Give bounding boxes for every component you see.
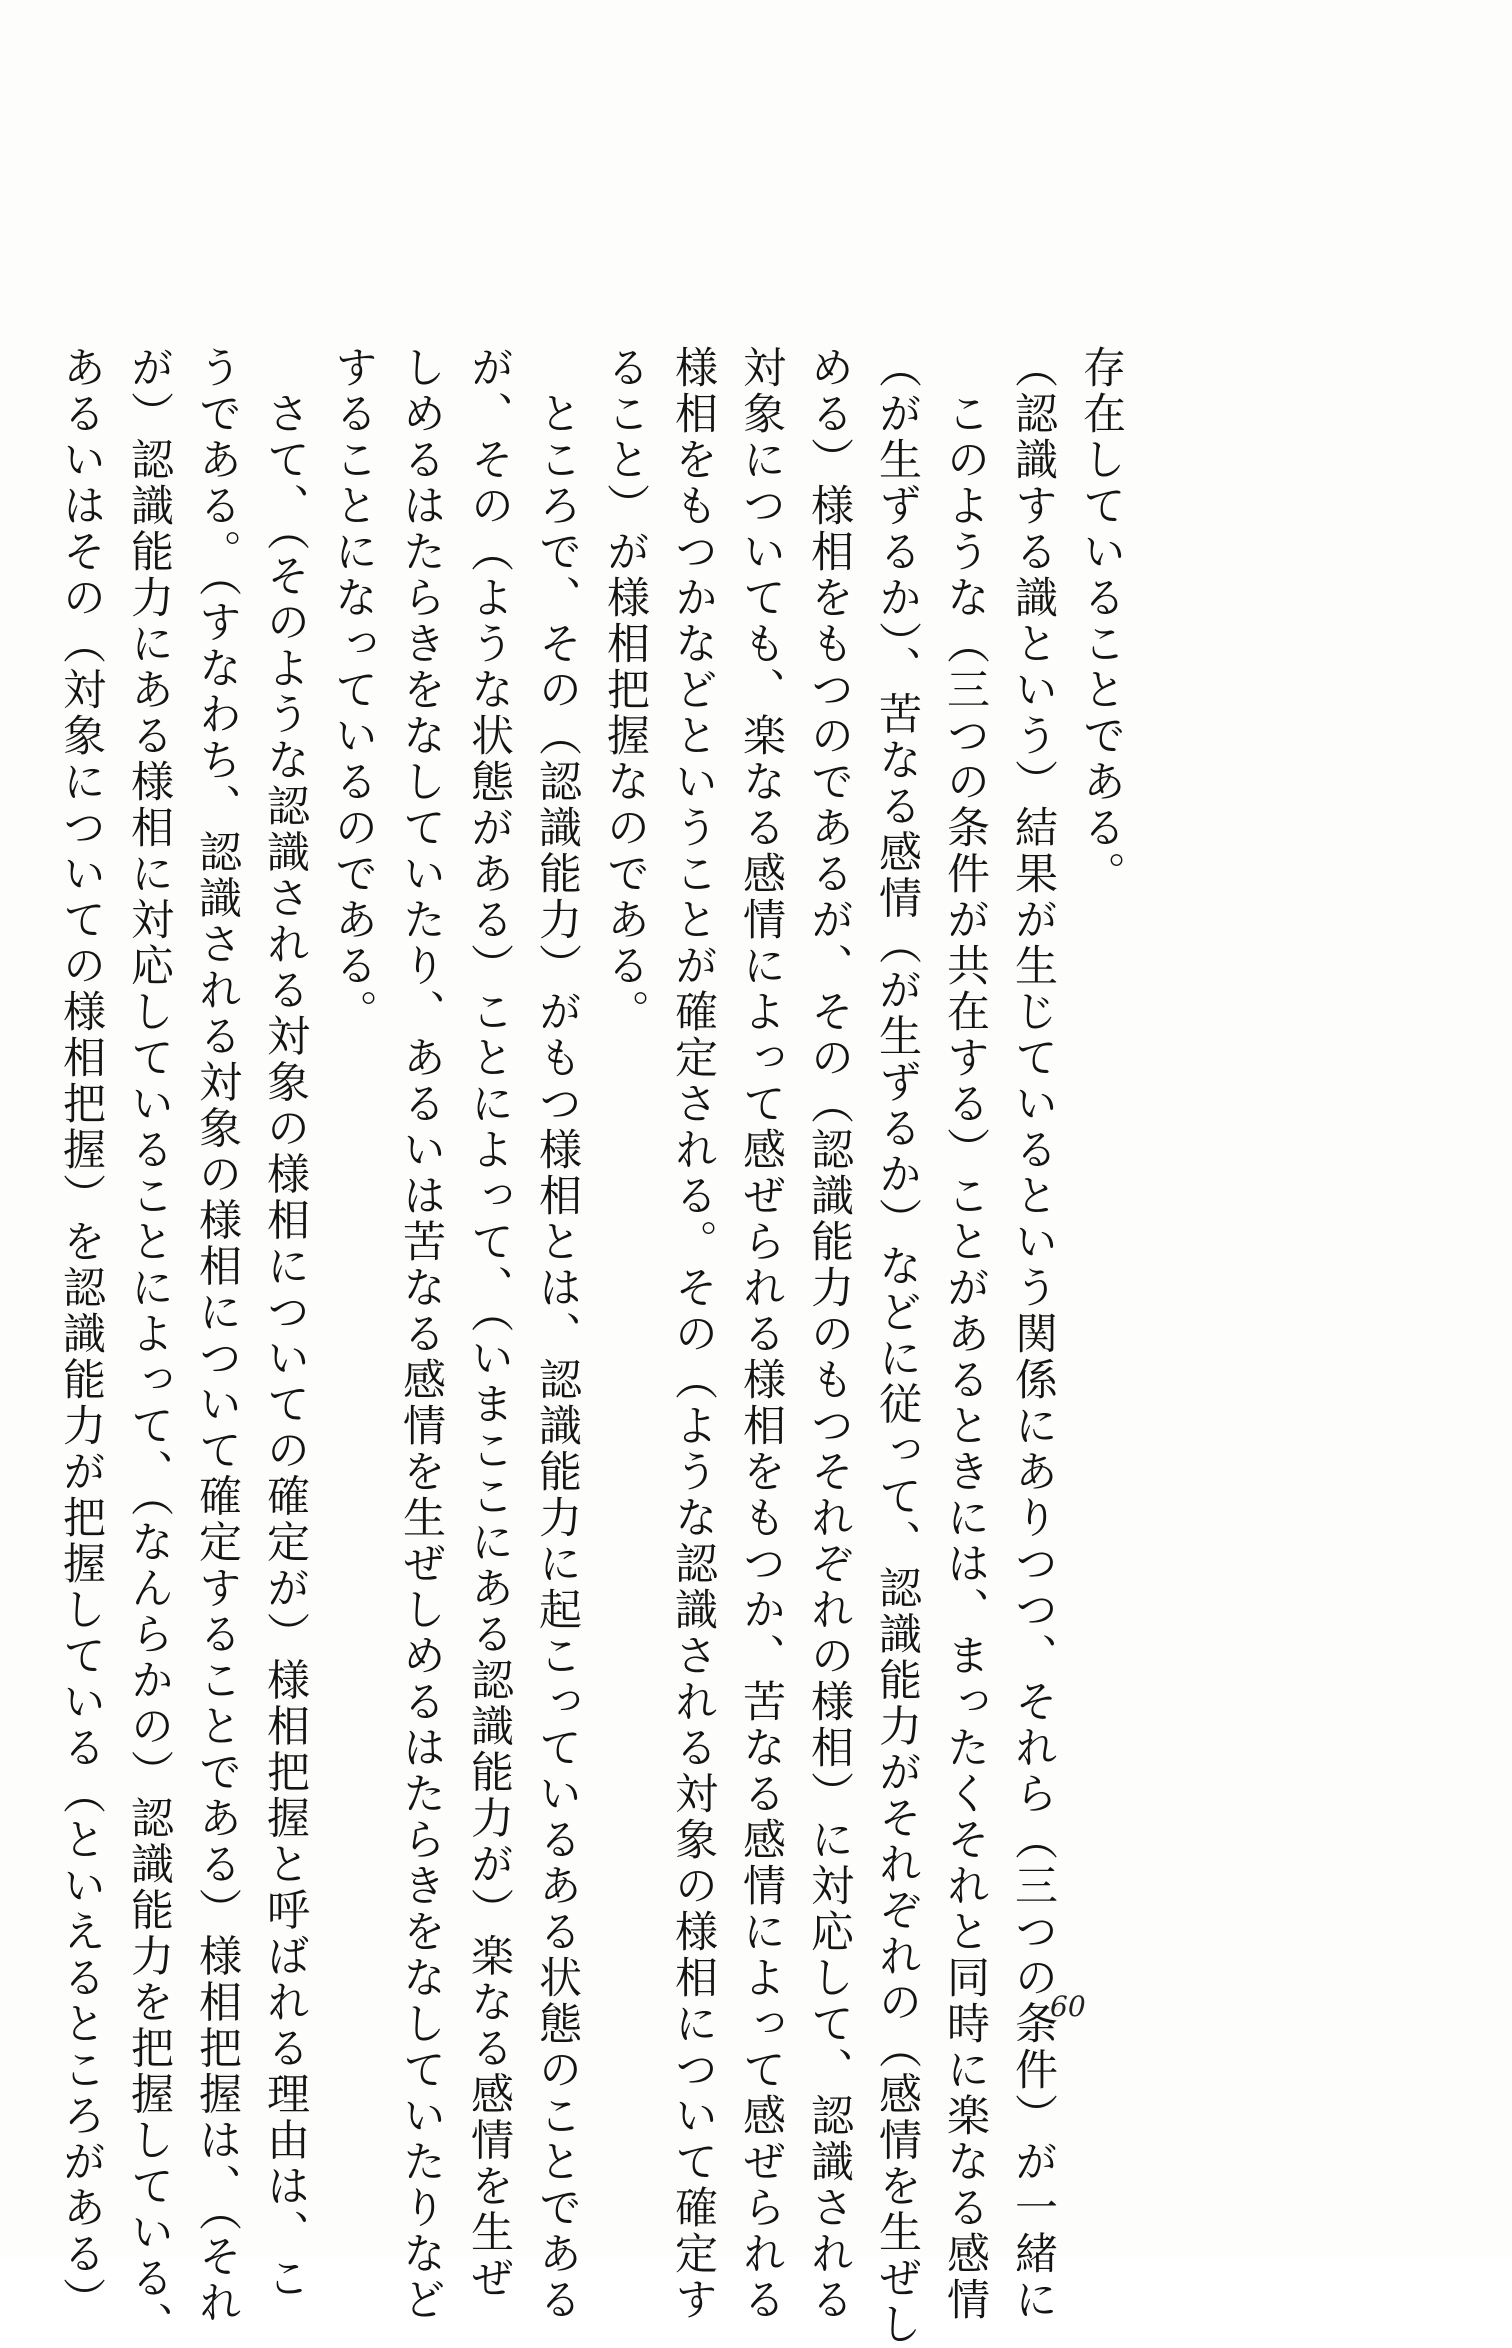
text-line: 様相をもつかなどということが確定される。その（ような認識される対象の様相について確定す	[668, 345, 718, 2323]
text-line: することになっているのである。	[328, 345, 378, 1035]
text-line: 存在していることである。	[1076, 345, 1126, 897]
text-line: うである。（すなわち、認識される対象の様相について確定することである）様相把握は、（それ	[192, 345, 242, 2326]
text-line: める）様相をもつのであるが、その（認識能力のもつそれぞれの様相）に対応して、認識される	[804, 345, 854, 2323]
text-line: ること）が様相把握なのである。	[600, 345, 650, 1035]
text-line: あるいはその（対象についての様相把握）を認識能力が把握している（といえるところがある）	[56, 345, 106, 2323]
text-line: 対象についても、楽なる感情によって感ぜられる様相をもつか、苦なる感情によって感ぜられる	[736, 345, 786, 2323]
page-number: 60	[1050, 1990, 1086, 2023]
text-line: が）認識能力にある様相に対応していることによって、（なんらかの）認識能力を把握している、	[124, 345, 174, 2348]
text-line: が、その（ような状態がある）ことによって、（いまここにある認識能力が）楽なる感情を生ぜ	[464, 345, 514, 2302]
text-line: さて、（そのような認識される対象の様相についての確定が）様相把握と呼ばれる理由は、こ	[260, 345, 310, 2302]
text-line: （が生ずるか）、苦なる感情（が生ずるか）などに従って、認識能力がそれぞれの（感情を生ぜし	[872, 345, 922, 2348]
text-line: （認識する識という）結果が生じているという関係にありつつ、それら（三つの条件）が一緒に	[1008, 345, 1058, 2323]
text-line: ところで、その（認識能力）がもつ様相とは、認識能力に起こっているある状態のことである	[532, 345, 582, 2323]
text-line: このような（三つの条件が共在する）ことがあるときには、まったくそれと同時に楽なる感情	[940, 345, 990, 2323]
text-line: しめるはたらきをなしていたり、あるいは苦なる感情を生ぜしめるはたらきをなしていたりなど	[396, 345, 446, 2323]
